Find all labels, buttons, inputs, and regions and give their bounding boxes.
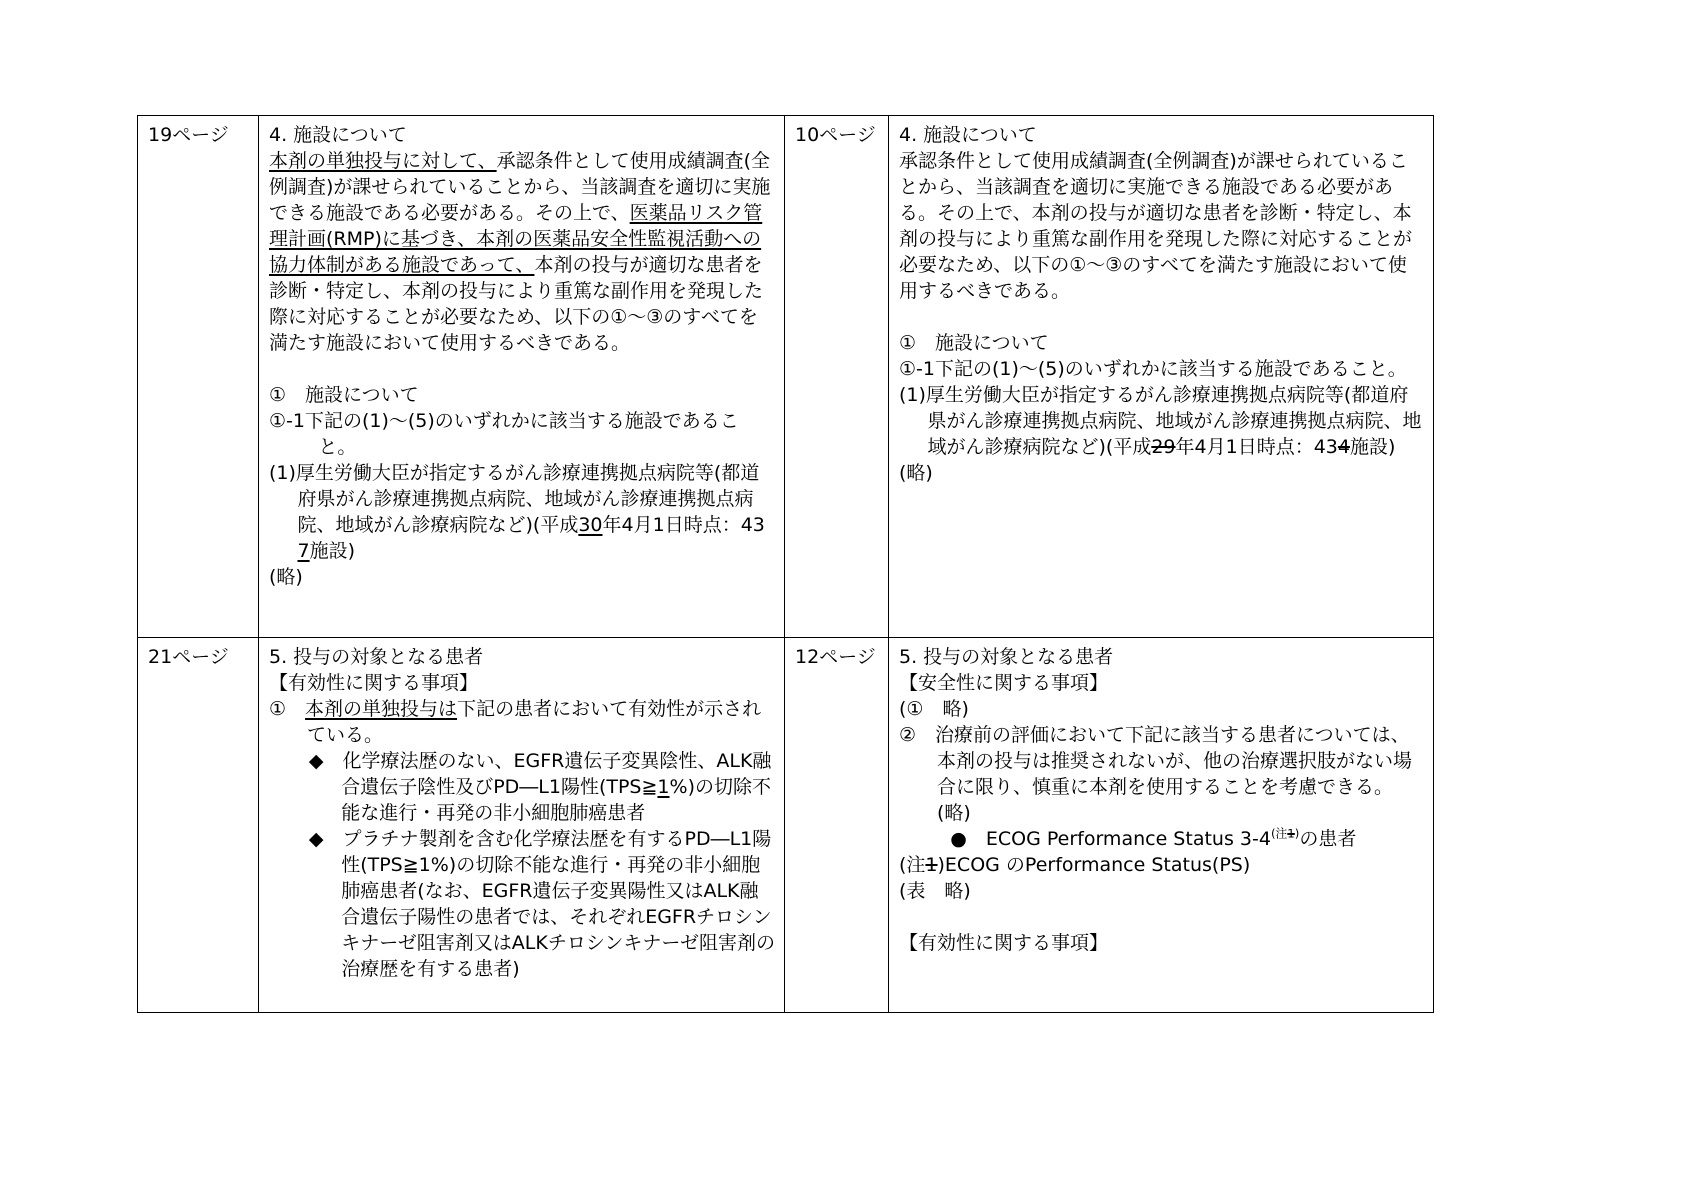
text-segment: ◆ プラチナ製剤を含む化学療法歴を有するPD―L1陽性(TPS≧1%)の切除不能な進行・再発の非小細胞肺癌患者(なお、EGFR遺伝子変異陽性又はALK融合遺伝子陽性の患者では、それぞれEGFRチロシンキナーゼ阻害剤又はALKチロシンキナーゼ阻害剤の治療歴を有する患者) xyxy=(308,828,775,980)
text-segment: 承認条件として使用成績調査(全例調査)が課せられていることから、当該調査を適切に実施できる施設である必要がある。その上で、 xyxy=(269,150,771,224)
paragraph xyxy=(269,564,776,590)
text-segment: (略) xyxy=(899,462,933,484)
text-segment: ① 施設について xyxy=(899,332,1049,354)
text-segment: 5. 投与の対象となる患者 xyxy=(269,646,484,668)
right-page-number-cell xyxy=(785,638,889,1013)
table-row xyxy=(138,638,1434,1013)
text-segment: 4. 施設について xyxy=(269,124,407,146)
page-number-label: 12ページ xyxy=(795,646,876,668)
paragraph xyxy=(950,826,1425,852)
left-content-cell xyxy=(259,638,785,1013)
paragraph xyxy=(899,304,1425,330)
text-segment: 30 xyxy=(578,514,603,536)
left-content-cell xyxy=(259,116,785,638)
paragraph xyxy=(899,904,1425,930)
left-page-number-cell xyxy=(138,116,259,638)
text-segment: ② 治療前の評価において下記に該当する患者については、本剤の投与は推奨されないが、他の治療選択肢がない場合に限り、慎重に本剤を使用することを考慮できる。 xyxy=(899,724,1413,798)
text-segment: (① 略) xyxy=(899,698,969,720)
table-row xyxy=(138,116,1434,638)
paragraph xyxy=(269,460,776,564)
paragraph xyxy=(269,356,776,382)
text-segment: 【有効性に関する事項】 xyxy=(269,672,479,694)
page-number-label: 21ページ xyxy=(148,646,229,668)
paragraph xyxy=(309,748,776,826)
paragraph xyxy=(899,382,1425,460)
text-segment: 4 xyxy=(1337,436,1350,458)
paragraph xyxy=(899,356,1425,382)
text-segment: 【有効性に関する事項】 xyxy=(899,932,1109,954)
text-segment: ①-1下記の(1)～(5)のいずれかに該当する施設であること。 xyxy=(269,410,739,458)
paragraph xyxy=(899,852,1425,878)
paragraph xyxy=(899,878,1425,904)
text-segment: ◆ 化学療法歴のない、EGFR遺伝子変異陰性、ALK融合遺伝子陰性及びPD―L1陽性(TPS≧ xyxy=(308,750,772,798)
text-segment: 年4月1日時点：43 xyxy=(602,514,765,536)
text-segment: (注 xyxy=(899,854,926,876)
right-content-cell xyxy=(889,638,1434,1013)
text-segment: 施設) xyxy=(309,540,356,562)
page-number-label: 10ページ xyxy=(795,124,876,146)
text-segment: ● ECOG Performance Status 3-4 xyxy=(950,828,1271,850)
text-segment: ①-1下記の(1)～(5)のいずれかに該当する施設であること。 xyxy=(899,358,1407,380)
text-segment: (略) xyxy=(269,566,303,588)
text-segment: の患者 xyxy=(1299,828,1357,850)
paragraph xyxy=(937,800,1425,826)
text-segment: (表 略) xyxy=(899,880,971,902)
paragraph xyxy=(269,408,776,460)
paragraph xyxy=(269,696,776,748)
text-segment: 7 xyxy=(297,540,310,562)
text-segment: 1 xyxy=(1287,826,1295,841)
paragraph xyxy=(899,122,1425,148)
right-content-cell xyxy=(889,116,1434,638)
text-segment: )ECOG のPerformance Status(PS) xyxy=(937,854,1251,876)
paragraph xyxy=(269,148,776,356)
left-page-number-cell xyxy=(138,638,259,1013)
paragraph xyxy=(899,670,1425,696)
text-segment: 本剤の投与が適切な患者を診断・特定し、本剤の投与により重篤な副作用を発現した際に対応することが必要なため、以下の①～③のすべてを満たす施設において使用するべきである。 xyxy=(269,254,764,354)
text-segment: (略) xyxy=(937,802,971,824)
text-segment: 本剤の単独投与に対して、 xyxy=(269,150,497,172)
text-segment: 医薬品リスク管理計画(RMP)に基づき、本剤の医薬品安全性監視活動への協力体制がある施設であって、 xyxy=(269,202,763,276)
text-segment: 1 xyxy=(657,776,670,798)
paragraph xyxy=(899,644,1425,670)
text-segment: %)の切除不能な進行・再発の非小細胞肺癌患者 xyxy=(341,776,771,824)
right-page-number-cell xyxy=(785,116,889,638)
paragraph xyxy=(309,826,776,982)
text-segment: 1 xyxy=(925,854,938,876)
paragraph xyxy=(899,330,1425,356)
text-segment: 下記の患者において有効性が示されている。 xyxy=(307,698,762,746)
text-segment: (1)厚生労働大臣が指定するがん診療連携拠点病院等(都道府県がん診療連携拠点病院、地域がん診療連携拠点病院、地域がん診療病院など)(平成 xyxy=(269,462,760,536)
paragraph xyxy=(899,722,1425,800)
text-segment: 5. 投与の対象となる患者 xyxy=(899,646,1114,668)
paragraph xyxy=(899,930,1425,956)
paragraph xyxy=(269,644,776,670)
text-segment: 4. 施設について xyxy=(899,124,1037,146)
text-segment: 29 xyxy=(1151,436,1176,458)
text-segment: 承認条件として使用成績調査(全例調査)が課せられていることから、当該調査を適切に実施できる施設である必要がある。その上で、本剤の投与が適切な患者を診断・特定し、本剤の投与により重篤な副作用を発現した際に対応することが必要なため、以下の①～③のすべてを満たす施設において使用するべきである。 xyxy=(899,150,1413,302)
paragraph xyxy=(899,460,1425,486)
page-number-label: 19ページ xyxy=(148,124,229,146)
paragraph xyxy=(269,122,776,148)
text-segment: ① xyxy=(269,698,306,720)
text-segment: ① 施設について xyxy=(269,384,419,406)
paragraph xyxy=(269,382,776,408)
paragraph xyxy=(899,148,1425,304)
text-segment: 年4月1日時点：43 xyxy=(1175,436,1338,458)
comparison-table xyxy=(137,115,1434,1013)
paragraph xyxy=(899,696,1425,722)
text-segment: (注 xyxy=(1270,826,1288,841)
text-segment: 施設) xyxy=(1349,436,1396,458)
text-segment: 【安全性に関する事項】 xyxy=(899,672,1109,694)
paragraph xyxy=(269,670,776,696)
text-segment: (1)厚生労働大臣が指定するがん診療連携拠点病院等(都道府県がん診療連携拠点病院、地域がん診療連携拠点病院、地域がん診療病院など)(平成 xyxy=(899,384,1422,458)
text-segment: ) xyxy=(1294,826,1300,841)
text-segment: 本剤の単独投与は xyxy=(305,698,458,720)
